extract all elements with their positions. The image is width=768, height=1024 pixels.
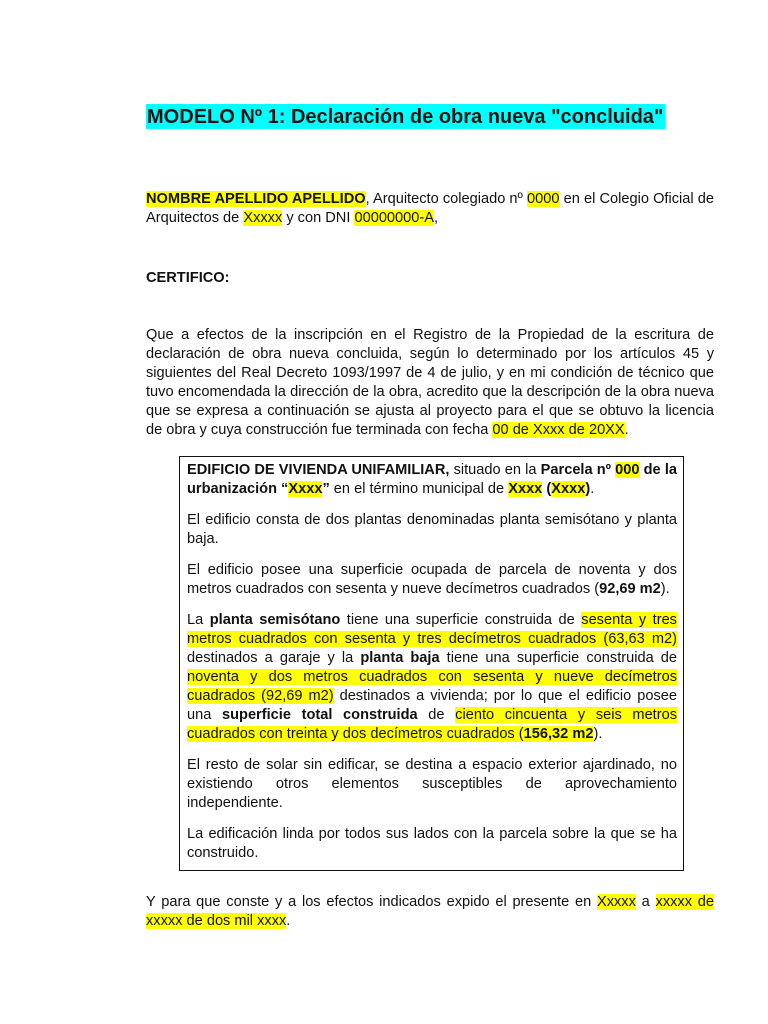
document-title: MODELO Nº 1: Declaración de obra nueva "concluida" — [147, 106, 664, 128]
issue-place: Xxxxx — [596, 894, 636, 910]
urbanization-name: Xxxx — [288, 481, 323, 497]
box-paragraph-1: EDIFICIO DE VIVIENDA UNIFAMILIAR, situado en la Parcela nº 000 de la urbanización “Xxxx” en el término municipal de Xxxx (Xxxx). — [187, 462, 677, 497]
province-name: Xxxx — [551, 481, 586, 497]
college-city: Xxxxx — [243, 210, 283, 226]
completion-date: 00 de Xxxx de 20XX — [492, 422, 625, 438]
closing-paragraph: Y para que conste y a los efectos indicados expido el presente en Xxxxx a xxxxx de xxxxx de dos mil xxxx. — [146, 894, 715, 929]
parcel-number: 000 — [615, 462, 640, 478]
building-description-box — [179, 456, 684, 871]
box-paragraph-6: La edificación linda por todos sus lados con la parcela sobre la que se ha construido. — [187, 826, 677, 861]
municipality-name: Xxxx — [508, 481, 543, 497]
box-paragraph-3: El edificio posee una superficie ocupada de parcela de noventa y dos metros cuadrados con sesenta y nueve decímetros cuadrados (92,69 m2). — [187, 562, 677, 597]
box-paragraph-4: La planta semisótano tiene una superficie construida de sesenta y tres metros cuadrados con sesenta y tres decímetros cuadrados (63,63 m2) destinados a garaje y la planta baja tiene una superficie construida de noventa y dos metros cuadrados con sesenta y nueve decímetros cuadrados (92,69 m2) destinados a vivienda; por lo que el edificio posee una superficie total construida de ciento cincuenta y seis metros cuadrados con treinta y dos decímetros cuadrados (156,32 m2). — [187, 612, 678, 742]
certifico-heading: CERTIFICO: — [146, 270, 230, 286]
intro-paragraph: NOMBRE APELLIDO APELLIDO, Arquitecto colegiado nº 0000 en el Colegio Oficial de Arquitectos de Xxxxx y con DNI 00000000-A, — [146, 191, 714, 226]
college-number: 0000 — [527, 191, 560, 207]
box-paragraph-5: El resto de solar sin edificar, se destina a espacio exterior ajardinado, no existiendo otros elementos susceptibles de aprovechamiento independiente. — [187, 757, 677, 811]
dni-number: 00000000-A — [354, 210, 434, 226]
box-paragraph-2: El edificio consta de dos plantas denominadas planta semisótano y planta baja. — [187, 512, 677, 547]
issue-date: xxxxx de xxxxx de dos mil xxxx — [146, 894, 715, 929]
architect-name: NOMBRE APELLIDO APELLIDO — [146, 191, 366, 207]
main-paragraph: Que a efectos de la inscripción en el Registro de la Propiedad de la escritura de declaración de obra nueva concluida, según lo determinado por los artículos 45 y siguientes del Real Decreto 1093/1997 de 4 de julio, y en mi condición de técnico que tuvo encomendada la dirección de la obra, acredito que la descripción de la obra nueva que se expresa a continuación se ajusta al proyecto para el que se obtuvo la licencia de obra y cuya construcción fue terminada con fecha 00 de Xxxx de 20XX. — [146, 327, 714, 438]
